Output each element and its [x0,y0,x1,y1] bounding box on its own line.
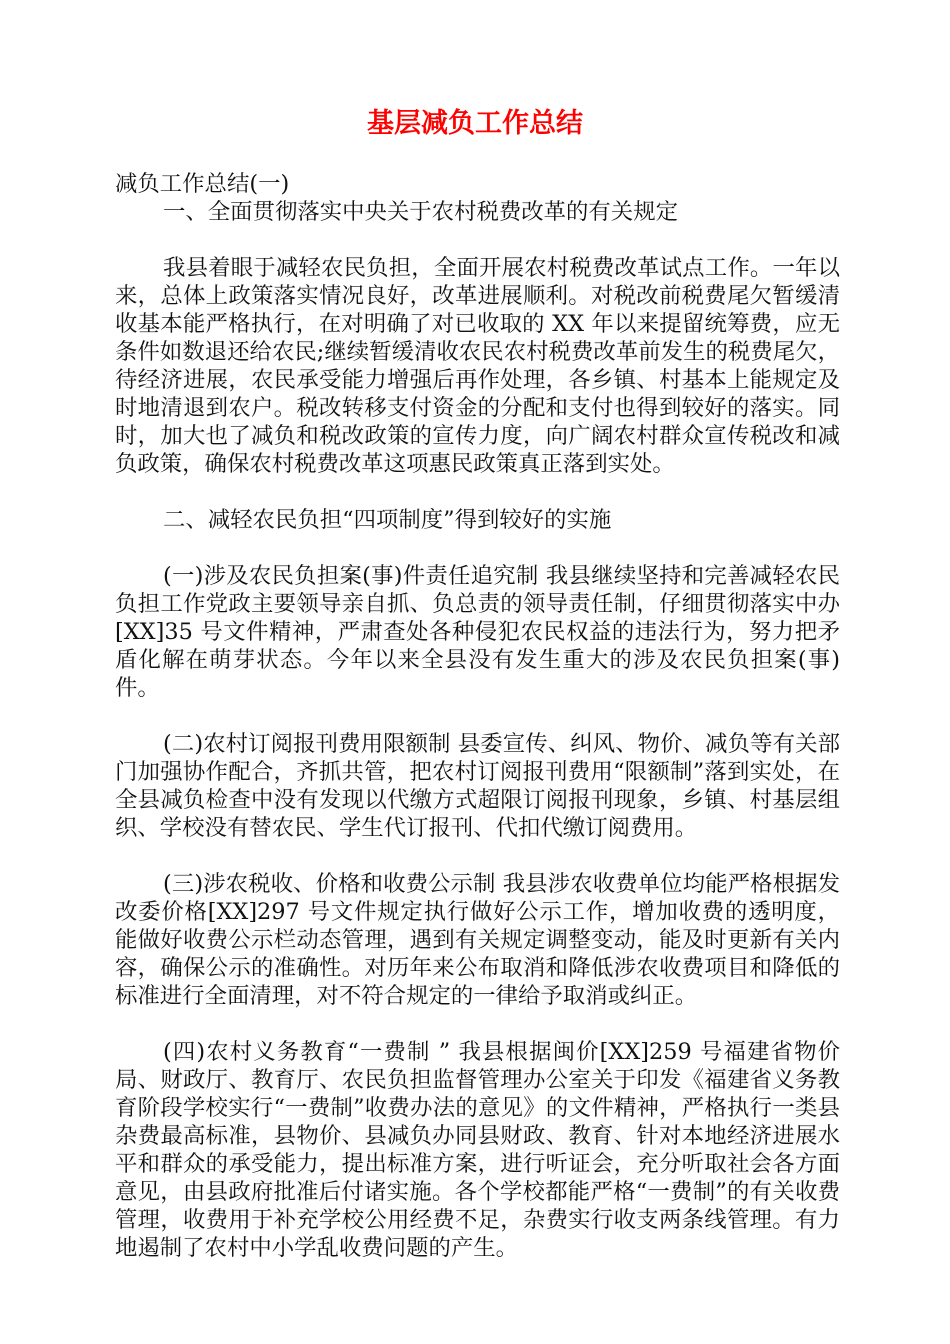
paragraph-1: 我县着眼于减轻农民负担，全面开展农村税费改革试点工作。一年以来，总体上政策落实情况良好，改革进展顺利。对税改前税费尾欠暂缓清收基本能严格执行，在对明确了对已收取的 XX 年以来提留统筹费，应无条件如数退还给农民;继续暂缓清收农民农村税费改革前发生的税费尾欠，待经济进展，农民承受能力增强后再作处理，各乡镇、村基本上能规定及时地清退到农户。税改转移支付资金的分配和支付也得到较好的落实。同时，加大也了减负和税改政策的宣传力度，向广阔农村群众宣传税改和减负政策，确保农村税费改革这项惠民政策真正落到实处。 [115,255,840,477]
document-title: 基层减负工作总结 [367,108,583,139]
paragraph-4: (三)涉农税收、价格和收费公示制 我县涉农收费单位均能严格根据发改委价格[XX]297 号文件规定执行做好公示工作，增加收费的透明度，能做好收费公示栏动态管理，遇到有关规定调整变动，能及时更新有关内容，确保公示的准确性。对历年来公布取消和降低涉农收费项目和降低的标准进行全面清理，对不符合规定的一律给予取消或纠正。 [115,871,840,1009]
paragraph-2: (一)涉及农民负担案(事)件责任追究制 我县继续坚持和完善减轻农民负担工作党政主要领导亲自抓、负总责的领导责任制，仔细贯彻落实中办[XX]35 号文件精神，严肃查处各种侵犯农民权益的违法行为，努力把矛盾化解在萌芽状态。今年以来全县没有发生重大的涉及农民负担案(事)件。 [115,563,840,701]
heading-2: 二、减轻农民负担“四项制度”得到较好的实施 [163,507,612,533]
document-body [115,170,840,1262]
section-label: 减负工作总结(一) [115,171,290,197]
paragraph-3: (二)农村订阅报刊费用限额制 县委宣传、纠风、物价、减负等有关部门加强协作配合，齐抓共管，把农村订阅报刊费用“限额制”落到实处，在全县减负检查中没有发现以代缴方式超限订阅报刊现象，乡镇、村基层组织、学校没有替农民、学生代订报刊、代扣代缴订阅费用。 [115,731,840,841]
heading-1: 一、全面贯彻落实中央关于农村税费改革的有关规定 [163,199,678,225]
paragraph-5: (四)农村义务教育“一费制 ” 我县根据闽价[XX]259 号福建省物价局、财政厅、教育厅、农民负担监督管理办公室关于印发《福建省义务教育阶段学校实行“一费制”收费办法的意见》的文件精神，严格执行一类县杂费最高标准，县物价、县减负办同县财政、教育、针对本地经济进展水平和群众的承受能力，提出标准方案，进行听证会，充分听取社会各方面意见，由县政府批准后付诸实施。各个学校都能严格“一费制”的有关收费管理，收费用于补充学校公用经费不足，杂费实行收支两条线管理。有力地遏制了农村中小学乱收费问题的产生。 [115,1039,840,1261]
